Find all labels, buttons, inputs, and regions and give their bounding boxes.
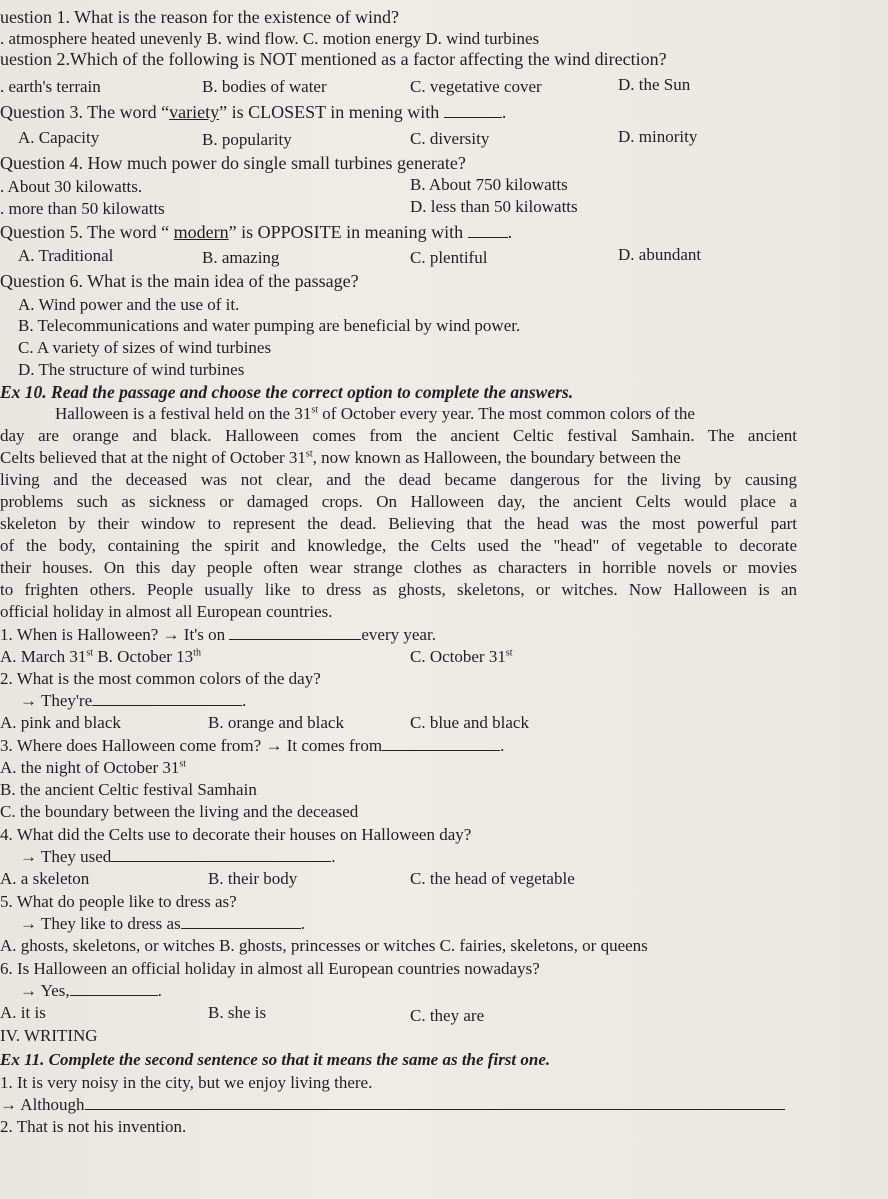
passage-line: of the body, containing the spirit and knowledge, the Celts used the "head" of vegetable to decorate bbox=[0, 536, 797, 555]
question-5: Question 5. The word “ modern” is OPPOSITE in meaning with . bbox=[0, 222, 513, 242]
question-6-option-d: D. The structure of wind turbines bbox=[18, 360, 245, 379]
question-6-option-b: B. Telecommunications and water pumping are beneficial by wind power. bbox=[18, 316, 521, 335]
question-5-option-c: C. plentiful bbox=[410, 248, 488, 267]
answer-blank[interactable] bbox=[85, 1095, 785, 1110]
question-4: Question 4. How much power do single small turbines generate? bbox=[0, 153, 466, 173]
ex10-question-3-option-b: B. the ancient Celtic festival Samhain bbox=[0, 780, 257, 799]
answer-blank bbox=[229, 625, 361, 640]
writing-heading: IV. WRITING bbox=[0, 1026, 98, 1045]
ex10-question-4-option-c: C. the head of vegetable bbox=[410, 869, 575, 888]
exercise-10-title: Ex 10. Read the passage and choose the correct option to complete the answers. bbox=[0, 382, 574, 402]
writing-sentence-1: 1. It is very noisy in the city, but we enjoy living there. bbox=[0, 1073, 373, 1092]
answer-blank bbox=[111, 847, 331, 862]
ex10-question-5-options: A. ghosts, skeletons, or witches B. ghosts, princesses or witches C. fairies, skeletons, or queens bbox=[0, 936, 648, 955]
question-3-option-c: C. diversity bbox=[410, 129, 490, 148]
ex10-question-1-option-c: C. October 31st bbox=[410, 647, 513, 666]
question-5-option-b: B. amazing bbox=[202, 248, 280, 267]
ex10-question-1: 1. When is Halloween? → It's on every year. bbox=[0, 625, 436, 644]
question-3-target-word: variety bbox=[169, 102, 220, 122]
passage-line: official holiday in almost all European countries. bbox=[0, 602, 333, 621]
question-2-option-a: . earth's terrain bbox=[0, 77, 101, 96]
answer-blank bbox=[70, 981, 158, 996]
ex10-question-1-options-ab: A. March 31st B. October 13th bbox=[0, 647, 201, 666]
ex10-question-4-answer: → They used . bbox=[20, 847, 336, 866]
answer-blank bbox=[444, 103, 502, 118]
passage-line: problems such as sickness or damaged crops. On Halloween day, the ancient Celts would place a bbox=[0, 492, 797, 511]
passage-line: Halloween is a festival held on the 31st of October every year. The most common colors of the bbox=[55, 404, 695, 423]
question-3-option-d: D. minority bbox=[618, 127, 698, 146]
answer-blank bbox=[92, 691, 242, 706]
ex10-question-2-option-b: B. orange and black bbox=[208, 713, 344, 732]
passage-line: skeleton by their window to represent the dead. Believing that the head was the most powerful part bbox=[0, 514, 797, 533]
passage-line: Celts believed that at the night of October 31st, now known as Halloween, the boundary between the bbox=[0, 448, 681, 467]
passage-line: day are orange and black. Halloween comes from the ancient Celtic festival Samhain. The ancient bbox=[0, 426, 797, 445]
question-4-option-a: . About 30 kilowatts. bbox=[0, 177, 143, 196]
passage-line: their houses. On this day people often wear strange clothes as characters in horrible novels or movies bbox=[0, 558, 797, 577]
ex10-question-4-option-b: B. their body bbox=[208, 869, 298, 888]
writing-sentence-1-answer: → Although bbox=[0, 1094, 785, 1116]
question-1: uestion 1. What is the reason for the existence of wind? bbox=[0, 7, 400, 27]
ex10-question-3: 3. Where does Halloween come from? → It comes from . bbox=[0, 736, 505, 755]
ex10-question-4: 4. What did the Celts use to decorate their houses on Halloween day? bbox=[0, 825, 472, 844]
ex10-question-6-option-c: C. they are bbox=[410, 1006, 485, 1025]
exercise-11-title: Ex 11. Complete the second sentence so that it means the same as the first one. bbox=[0, 1050, 551, 1069]
question-3: Question 3. The word “variety” is CLOSEST in mening with . bbox=[0, 102, 507, 122]
question-2-option-d: D. the Sun bbox=[618, 75, 691, 94]
ex10-question-6: 6. Is Halloween an official holiday in almost all European countries nowadays? bbox=[0, 959, 540, 978]
writing-sentence-2: 2. That is not his invention. bbox=[0, 1117, 187, 1136]
question-2-option-c: C. vegetative cover bbox=[410, 77, 542, 96]
ex10-question-6-answer: → Yes, . bbox=[20, 981, 162, 1000]
ex10-question-2-option-c: C. blue and black bbox=[410, 713, 529, 732]
answer-blank bbox=[181, 914, 301, 929]
question-4-option-d: D. less than 50 kilowatts bbox=[410, 197, 578, 216]
question-3-option-a: A. Capacity bbox=[18, 128, 100, 147]
question-2: uestion 2.Which of the following is NOT mentioned as a factor affecting the wind direction? bbox=[0, 49, 667, 69]
ex10-question-6-option-b: B. she is bbox=[208, 1003, 267, 1022]
question-4-option-b: B. About 750 kilowatts bbox=[410, 175, 568, 194]
ex10-question-4-option-a: A. a skeleton bbox=[0, 869, 90, 888]
ex10-question-2: 2. What is the most common colors of the day? bbox=[0, 669, 321, 688]
passage-line: to frighten others. People usually like to dress as ghosts, skeletons, or witches. Now Halloween is an bbox=[0, 580, 797, 599]
question-6: Question 6. What is the main idea of the passage? bbox=[0, 271, 359, 291]
ex10-question-3-option-a: A. the night of October 31st bbox=[0, 758, 187, 777]
ex10-question-6-option-a: A. it is bbox=[0, 1003, 46, 1022]
question-6-option-a: A. Wind power and the use of it. bbox=[18, 295, 240, 314]
ex10-question-5: 5. What do people like to dress as? bbox=[0, 892, 237, 911]
question-3-option-b: B. popularity bbox=[202, 130, 292, 149]
question-1-options: . atmosphere heated unevenly B. wind flow. C. motion energy D. wind turbines bbox=[0, 29, 540, 48]
question-5-target-word: modern bbox=[173, 222, 229, 242]
ex10-question-2-answer: → They're . bbox=[20, 691, 247, 710]
question-5-option-d: D. abundant bbox=[618, 245, 702, 264]
passage-line: living and the deceased was not clear, and the dead became dangerous for the living by causing bbox=[0, 470, 797, 489]
question-2-option-b: B. bodies of water bbox=[202, 77, 327, 96]
question-5-option-a: A. Traditional bbox=[18, 246, 114, 265]
answer-blank bbox=[382, 736, 500, 751]
ex10-question-2-option-a: A. pink and black bbox=[0, 713, 121, 732]
question-4-option-c: . more than 50 kilowatts bbox=[0, 199, 165, 218]
ex10-question-3-option-c: C. the boundary between the living and the deceased bbox=[0, 802, 359, 821]
answer-blank bbox=[468, 223, 508, 238]
question-6-option-c: C. A variety of sizes of wind turbines bbox=[18, 338, 272, 357]
ex10-question-5-answer: → They like to dress as . bbox=[20, 914, 305, 933]
